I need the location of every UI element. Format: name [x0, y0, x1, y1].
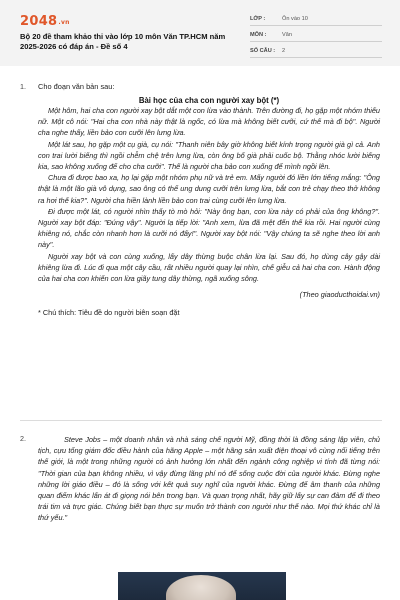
portrait-image [118, 572, 286, 600]
meta-label: MÔN : [250, 31, 267, 38]
meta-value: Ôn vào 10 [282, 15, 308, 22]
meta-row-class [250, 12, 382, 26]
document-title: Bộ 20 đề tham khảo thi vào lớp 10 môn Văn TP.HCM năm 2025-2026 có đáp án - Đề số 4 [20, 32, 226, 51]
passage-paragraph: Một hôm, hai cha con người xay bột dắt một con lừa vào thành. Trên đường đi, họ gặp một nhóm thiếu nữ. Một cô nói: "Hai cha con nhà này thật là ngốc, có lừa mà không biết cưỡi, cứ thế mà đi bộ". Người cha nghe thấy, liền bảo con cưỡi lên lưng lừa. [38, 106, 380, 138]
site-logo[interactable] [20, 14, 70, 29]
question-text: Steve Jobs – một doanh nhân và nhà sáng chế người Mỹ, đồng thời là đồng sáng lập viên, chủ tịch, cựu tổng giám đốc điều hành của hãng Apple – một hãng sản xuất điện thoại vô cùng nổi tiếng trên thế giới, là một trong những người có ảnh hưởng lớn nhất đến ngành công nghiệp vi tính đã từng nói: "Thời gian của bạn không nhiều, vì vậy đừng lãng phí nó để sống cuộc đời của người khác. Đừng nghe những lời giáo điều – đó là sống với kết quả suy nghĩ của người khác. Đừng để âm thanh của những quan điểm khác lấn át đi giọng nói bên trong bạn. Và quan trọng nhất, hãy giữ lấy sự can đảm để đi theo trái tim và trực giác. Chúng biết bạn thực sự muốn trở thành con người như thế nào. Mọi thứ khác chỉ là thứ yếu." [38, 435, 380, 523]
question-number: 1. [20, 82, 26, 91]
passage-paragraph: Một lát sau, họ gặp một cụ già, cụ nói: "Thanh niên bây giờ không biết kính trọng người già gì cả. Anh con trai lười biếng thì ngồi chễm chệ trên lưng lừa, còn ông bố già phải cuốc bộ. Thằng nhóc lười biếng kia, sao không xuống để cho cha cưỡi". Thế là người cha bảo con xuống để mình ngồi lên. [38, 139, 380, 172]
meta-value: Văn [282, 31, 292, 38]
passage-note: * Chú thích: Tiêu đề do người biên soạn đặt [38, 308, 180, 318]
question-number: 2. [20, 434, 26, 443]
logo-suffix: .vn [58, 19, 70, 26]
meta-row-question-count [250, 44, 382, 58]
meta-row-subject [250, 28, 382, 42]
question-divider [20, 420, 382, 421]
meta-value: 2 [282, 47, 286, 54]
portrait-head [166, 575, 236, 600]
question-body [38, 82, 380, 317]
meta-label: LỚP : [250, 15, 266, 22]
question-intro: Cho đoạn văn bản sau: [38, 82, 115, 91]
question-body [38, 434, 380, 524]
passage-title: Bài học của cha con người xay bột (*) [138, 96, 280, 105]
passage-paragraph: Chưa đi được bao xa, họ lại gặp một nhóm phụ nữ và trẻ em. Mấy người đó liền lớn tiếng mắng: "Ông thật là một lão già vô dụng, sao ông có thể ung dung cưỡi trên lưng lừa, bắt con trẻ chạy theo thở không ra hơi thế kia?". Người cha hiền lành liền bảo con trai cùng cưỡi lên lưng lừa. [38, 173, 380, 205]
passage-paragraph: Người xay bột và con cùng xuống, lấy dây thừng buộc chân lừa lại. Sau đó, họ dùng cây gậy dài khiêng lừa đi. Lúc đi qua một cây cầu, rất nhiều người quay lại nhìn, chế giễu cả hai cha con. Hành động của hai cha con khiến con lừa giãy tung dây thừng, ngã xuống sông. [38, 251, 380, 284]
passage-paragraph: Đi được một lát, có người nhìn thấy tò mò hỏi: "Này ông bạn, con lừa này có phải của ông không?". Người xay bột đáp: "Đúng vậy". Người lạ tiếp lời: "Anh xem, lừa đã mệt đến thế kia rồi. Hai người cùng khiêng nó, chắc còn nhanh hơn là cưỡi nó đấy!". Người xay bột nói: "Vậy chúng ta sẽ nghe theo lời anh này". [38, 206, 380, 250]
passage-source: (Theo giaoducthoidai.vn) [299, 290, 380, 300]
meta-label: SỐ CÂU : [250, 47, 276, 54]
meta-box [250, 12, 382, 58]
logo-text: 2048 [20, 14, 58, 29]
document-header [0, 0, 400, 66]
